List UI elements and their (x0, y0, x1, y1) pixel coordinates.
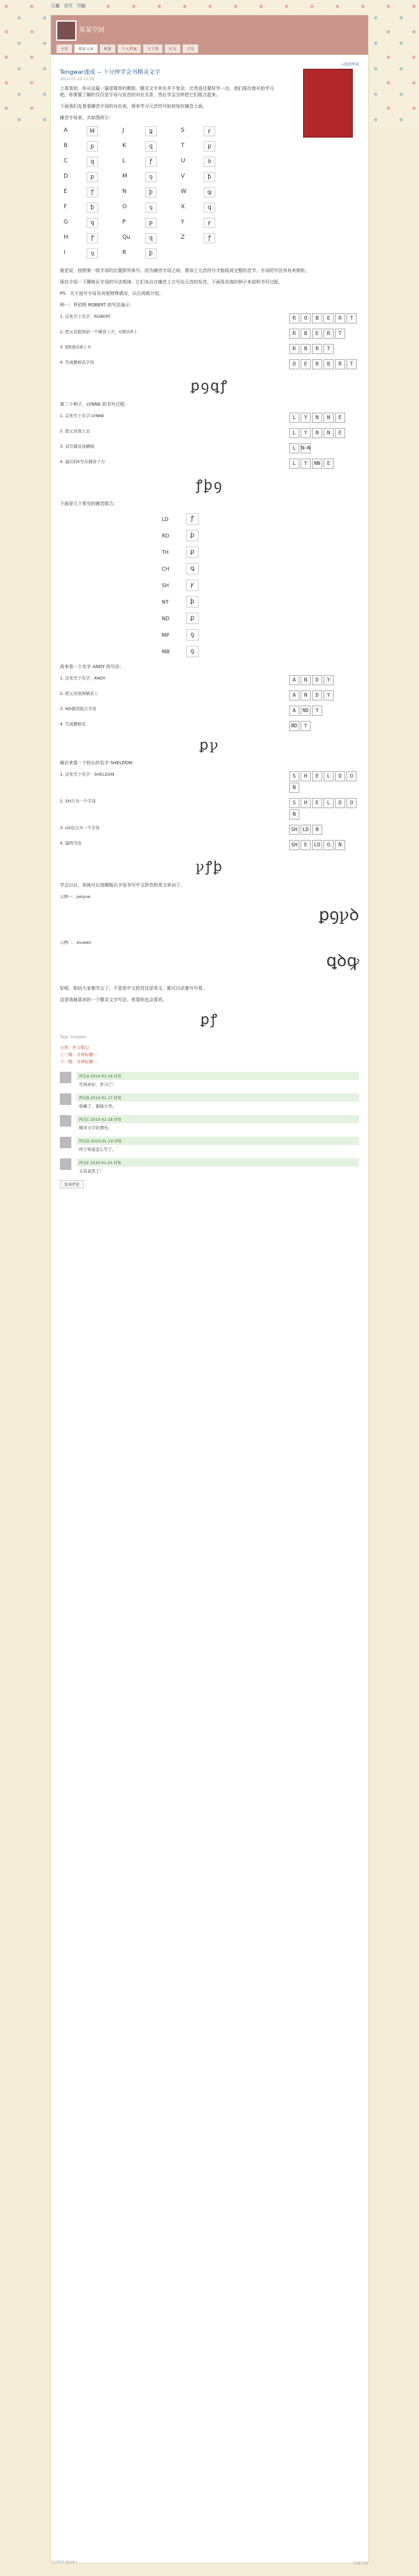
step-row (60, 771, 359, 793)
tengwar-glyph: ꝯ (145, 203, 157, 213)
phrase-2-label: 示例二：xiuwen (60, 940, 92, 945)
letter-tile: E (323, 313, 334, 324)
phrases-intro: 学会以后，你就可以用腾格瓦字母书写中文拼音和英文单词了。 (60, 883, 185, 888)
step-row (60, 706, 359, 716)
comment-text: 终于知道怎么写了。 (79, 1147, 117, 1152)
comment-body (76, 1072, 359, 1088)
letter-tile: O (301, 313, 311, 324)
letter-tile: E (301, 840, 311, 850)
phrase-2-tengwar: ꝗꝺꝙ (326, 951, 359, 971)
letter-tile: N (323, 428, 334, 438)
letter-tile: L (289, 443, 299, 453)
combo-glyph: ꝯ (186, 629, 199, 641)
tengwar-glyph: ꝯ (145, 172, 157, 182)
tengwar-glyph: ꝑ (87, 141, 98, 152)
tab-home[interactable]: 主页 (56, 44, 73, 53)
letter-tile: O (289, 359, 299, 369)
letter-tile: S (289, 771, 299, 781)
letter-tile: T (323, 344, 334, 354)
example-sheldon-intro: 最后来看一个较长的名字 SHELDON： (60, 760, 137, 765)
letter-tile: T (346, 313, 357, 324)
example-andy (60, 675, 359, 731)
letter-tile: D (335, 771, 345, 781)
letter-tile: N (301, 690, 311, 701)
latin-letter: L (122, 158, 126, 164)
profile-header (51, 15, 368, 55)
consonant-table (64, 126, 359, 259)
table-intro: 辅音字母表，共如图所示： (60, 115, 113, 120)
tengwar-glyph: ꝑ (204, 141, 215, 152)
step-text: 1. 首先写下名字 LYNNE (60, 413, 104, 418)
tengwar-glyph: ꝗ (204, 203, 215, 213)
commenter-avatar[interactable] (60, 1115, 71, 1127)
letter-tile: R (335, 313, 345, 324)
latin-letter: K (122, 143, 126, 149)
latin-letter: X (181, 204, 185, 210)
combo-letters: RD (162, 532, 169, 539)
latin-letter: H (64, 234, 68, 241)
combo-row (162, 563, 359, 574)
back-link[interactable]: «返回列表 (341, 62, 359, 67)
latin-letter: F (64, 204, 67, 210)
letter-tile: B (312, 313, 322, 324)
combo-row (162, 530, 359, 541)
letter-tiles (289, 443, 359, 453)
letter-tile: SH (289, 840, 299, 850)
letter-tile: B (301, 344, 311, 354)
step-text: 2. 把元音放到辅音上 (60, 691, 99, 696)
combo-letters: NT (162, 599, 169, 605)
footer-copyright: ©2010 Baidu (51, 2560, 77, 2565)
letter-tiles (289, 359, 359, 369)
letter-tile: E (335, 428, 345, 438)
tengwar-glyph: ꝥ (87, 203, 98, 213)
combo-row (162, 629, 359, 641)
comment-header: 网友C 2010-01-18 回复 (76, 1115, 359, 1123)
closing-paragraph-2: 这是我最喜欢的一个精灵文字写法，希望你也会喜欢。 (60, 997, 167, 1002)
example-sheldon-result: ꝩꝭꝧ (195, 859, 224, 875)
signature: ꝑꝭ (200, 1012, 219, 1028)
letter-tiles (289, 706, 359, 716)
letter-tile: E (312, 329, 322, 339)
tengwar-glyph: ꝧ (145, 248, 157, 259)
commenter-avatar[interactable] (60, 1072, 71, 1083)
step-row (60, 459, 359, 469)
letter-tile: A (289, 706, 299, 716)
page-container (51, 15, 368, 2563)
step-row (60, 840, 359, 850)
comment-item (60, 1158, 359, 1175)
letter-tile: N (301, 675, 311, 685)
letter-tile: Y (301, 428, 311, 438)
example-sheldon (60, 771, 359, 850)
tengwar-glyph: ꝯ (87, 248, 98, 259)
latin-letter: A (64, 127, 68, 134)
comment-body (76, 1115, 359, 1132)
letter-tile: N (323, 413, 334, 423)
step-text: 3. LD也合为一个字母 (60, 825, 100, 830)
letter-tile: N (289, 783, 299, 793)
combo-letters: MP (162, 632, 169, 638)
tengwar-glyph: ꝗ (87, 157, 98, 167)
letter-tiles (289, 771, 359, 793)
comment-header: 网友E 2010-01-20 回复 (76, 1158, 359, 1167)
letter-tile: B (323, 359, 334, 369)
page-footer (51, 2560, 368, 2566)
letter-tiles (289, 721, 359, 731)
step-row (60, 359, 359, 369)
latin-letter: Z (181, 234, 185, 241)
comment-item (60, 1093, 359, 1110)
example-andy-result: ꝑꝩ (199, 737, 220, 753)
letter-tile: Y (301, 721, 311, 731)
commenter-avatar[interactable] (60, 1137, 71, 1148)
latin-letter: R (122, 250, 127, 256)
step-text: 1. 首先写下名字，ROBERT (60, 314, 111, 319)
letter-tile: NN (312, 459, 322, 469)
home-link[interactable]: 百度 (51, 3, 60, 8)
phrase-1-tengwar: ꝑꝯꝩꝺ (318, 906, 359, 925)
step-row (60, 825, 359, 835)
letter-tile: R (312, 359, 322, 369)
letter-tile: R (289, 313, 299, 324)
tab-blog[interactable]: 博客文章 (74, 44, 98, 53)
letter-tile: Y (323, 690, 334, 701)
example-lynne-result: ꝭꝧꝯ (195, 478, 224, 494)
combo-letters: ND (162, 615, 170, 622)
tengwar-glyph: ꝩ (204, 126, 215, 136)
step-row (60, 329, 359, 339)
step-text: 3. ND使用组合字母 (60, 706, 97, 711)
step-text: 1. 首先写下名字：SHELDON (60, 772, 115, 777)
combo-glyph: ꝯ (186, 646, 199, 657)
topbar-link-2[interactable]: 空间 (76, 3, 86, 8)
tengwar-glyph: ꝺ (204, 157, 215, 167)
combo-glyph: ꝭ (186, 513, 199, 525)
latin-letter: C (64, 158, 68, 164)
comment-text: 精灵文字好漂亮。 (79, 1125, 112, 1130)
comments-section (60, 1072, 359, 1175)
letter-tile: N (312, 413, 322, 423)
letter-tile: E (312, 771, 322, 781)
letter-tile: Y (323, 675, 334, 685)
space-name[interactable]: 某某空间 (79, 27, 104, 34)
letter-tile: A (289, 690, 299, 701)
letter-tile: D (335, 798, 345, 808)
letter-tile: H (301, 771, 311, 781)
post-tags[interactable]: Tags: tengwar (60, 1035, 87, 1039)
latin-letter: T (181, 143, 185, 149)
combo-letters: LD (162, 516, 169, 522)
latin-letter: G (64, 219, 68, 225)
letter-tile: Y (301, 459, 311, 469)
tengwar-glyph: ꝥ (204, 172, 215, 182)
latin-letter: B (64, 143, 68, 149)
latin-letter: Qu (122, 234, 131, 241)
step-text: 4. 写成腾格瓦字母 (60, 360, 94, 365)
combo-glyph: ꝗ (186, 563, 199, 574)
combo-letters: SH (162, 582, 169, 588)
letter-tiles (289, 329, 359, 339)
tengwar-glyph: ꝭ (204, 233, 215, 243)
post-nav (60, 1044, 359, 1065)
tengwar-glyph: ꝑ (145, 218, 157, 228)
tengwar-glyph: ꝙ (204, 187, 215, 197)
top-bar (51, 3, 368, 11)
tengwar-glyph: ꝑ (87, 172, 98, 182)
letter-tile: Y (301, 413, 311, 423)
comment-text: 太有意思了！ (79, 1169, 104, 1174)
latin-letter: U (181, 158, 185, 164)
comment-body (76, 1158, 359, 1175)
latin-letter: E (64, 189, 67, 195)
letter-tiles (289, 675, 359, 685)
step-row (60, 675, 359, 685)
letter-tile: R (289, 329, 299, 339)
tengwar-glyph (204, 248, 214, 257)
letter-tiles (289, 798, 359, 820)
letter-tile: L (323, 798, 334, 808)
consonant-combos (162, 513, 359, 657)
letter-tile: A (289, 675, 299, 685)
combo-row (162, 596, 359, 608)
category-link[interactable]: 分类：学习笔记 (60, 1045, 89, 1050)
comment-text: 收藏了，谢谢分享。 (79, 1104, 117, 1109)
letter-tiles (289, 428, 359, 438)
letter-tile: R (312, 344, 322, 354)
letter-tiles (289, 413, 359, 423)
paragraph-3: PS：关于连写字母及其他特殊情况，以后再做介绍。 (60, 291, 164, 296)
combo-intro: 下面是几个常见的辅音组合： (60, 501, 118, 506)
combo-row (162, 546, 359, 558)
step-text: 2. 把元音提到前一个辅音上方，O放在R上 (60, 329, 138, 334)
paragraph-4: 例一：罗伯特 ROBERT 的写法演示： (60, 302, 134, 308)
latin-letter: M (122, 173, 127, 180)
latin-letter: D (64, 173, 68, 180)
step-text: 2. SH合为一个字母 (60, 799, 96, 804)
comment-body (76, 1137, 359, 1153)
letter-tile: E (312, 798, 322, 808)
letter-tile: R (323, 329, 334, 339)
paragraph-2: 现在介绍一下腾格瓦字母的写法规律。它们各自在辅音上方写出元音的发音。下面用具体的例子来说明书写过程。 (60, 280, 283, 285)
step-row (60, 344, 359, 354)
letter-tiles (289, 344, 359, 354)
comment-body (76, 1093, 359, 1110)
letter-tiles (289, 690, 359, 701)
comment-item (60, 1115, 359, 1132)
letter-tile: L (289, 428, 299, 438)
comment-text: 写得真好，学习了！ (79, 1082, 117, 1087)
prev-post-link[interactable]: 上一篇：文章标题一 (60, 1052, 97, 1057)
combo-row (162, 580, 359, 591)
letter-tile: N (312, 825, 322, 835)
step-text: 3. 把E放在B上方 (60, 345, 92, 350)
letter-tiles (289, 840, 359, 850)
tengwar-glyph: ꝗ (145, 233, 157, 243)
letter-tile: T (346, 359, 357, 369)
combo-row (162, 646, 359, 657)
combo-letters: TH (162, 549, 169, 555)
example-andy-intro: 再来看一个名字 ANDY 的写法： (60, 664, 124, 669)
article-content (51, 55, 368, 1193)
letter-tile: LD (312, 840, 322, 850)
letter-tiles (289, 459, 359, 469)
latin-letter: P (122, 219, 126, 225)
tab-profile[interactable]: 个人档案 (117, 44, 141, 53)
combo-glyph: ꝧ (186, 596, 199, 608)
letter-tile: N (335, 840, 345, 850)
step-row (60, 313, 359, 324)
commenter-avatar[interactable] (60, 1158, 71, 1170)
latin-letter: W (181, 189, 187, 195)
closing-paragraph: 好啦，相信大家都学会了。不管是中文拼音还是英文，都可以试着写写看。 (60, 986, 207, 991)
latin-letter: S (181, 127, 185, 134)
step-row (60, 428, 359, 438)
step-row (60, 413, 359, 423)
intro-paragraph-2: 下面我们先看看辅音字母的对应表，再来学习元音符号如何加在辅音上面。 (60, 104, 207, 109)
letter-tile: N (289, 809, 299, 820)
book-advert[interactable] (303, 69, 353, 138)
letter-tiles (289, 313, 359, 324)
step-text: 3. 双写辅音加横线 (60, 444, 94, 449)
letter-tile: D (312, 690, 322, 701)
letter-tile: R (289, 344, 299, 354)
letter-tiles (289, 825, 359, 835)
topbar-link-1[interactable]: 首页 (64, 3, 73, 8)
tengwar-glyph: ꝭ (87, 187, 98, 197)
example-robert-result: ꝑꝯꝗꝭ (190, 378, 229, 394)
step-text: 4. 最终写法 (60, 841, 82, 846)
letter-tile: D (312, 675, 322, 685)
phrase-2 (60, 939, 359, 980)
comment-button[interactable]: 发表评论 (60, 1180, 84, 1188)
step-row (60, 721, 359, 731)
latin-letter: O (122, 204, 127, 210)
letter-tile: R (335, 359, 345, 369)
letter-tile: N~N (301, 443, 311, 453)
combo-letters: MB (162, 648, 170, 655)
combo-row (162, 513, 359, 525)
phrase-1-label: 示例一：peiyue (60, 894, 90, 899)
commenter-avatar[interactable] (60, 1093, 71, 1105)
comment-header: 网友B 2010-01-17 回复 (76, 1093, 359, 1102)
letter-tile: Y (312, 706, 322, 716)
letter-tile: L (289, 459, 299, 469)
tengwar-glyph: ꝭ (145, 157, 157, 167)
letter-tile: O (346, 771, 357, 781)
paragraph-1: 就是说，按照第一组字母的位置排列来写。因为辅音字母之间，需加上元音符号才能组成完整的音节。字母的写法各有其规矩。 (60, 268, 309, 273)
letter-tile: ND (289, 721, 299, 731)
latin-letter: J (122, 127, 124, 134)
step-text: 1. 首先写下名字，ANDY (60, 676, 106, 681)
letter-tile: H (301, 798, 311, 808)
tab-friends[interactable]: 好友 (164, 44, 181, 53)
step-row (60, 690, 359, 701)
combo-glyph: ꝑ (186, 613, 199, 624)
tengwar-glyph: ꬶ (145, 126, 157, 136)
article-title[interactable]: Tengwar速成 -- 十分钟学会书精灵文字 (60, 69, 160, 76)
latin-letter (181, 248, 204, 259)
combo-glyph: ꝧ (186, 530, 199, 541)
footer-right[interactable]: 百度空间 (352, 2561, 368, 2566)
combo-row (162, 613, 359, 624)
letter-tile: S (289, 798, 299, 808)
letter-tile: LD (301, 825, 311, 835)
letter-tile: O (346, 798, 357, 808)
tab-about[interactable]: 关于我 (143, 44, 163, 53)
next-post-link[interactable]: 下一篇：文章标题二 (60, 1059, 97, 1064)
letter-tile: N (312, 428, 322, 438)
tengwar-glyph: ꟽ (87, 126, 98, 136)
latin-letter: V (181, 173, 185, 180)
letter-tile: L (289, 413, 299, 423)
example-lynne-intro: 第二个例子，LYNNE 的书写过程： (60, 402, 129, 407)
combo-glyph: ꝩ (186, 580, 199, 591)
comment-item (60, 1137, 359, 1153)
step-row (60, 798, 359, 820)
letter-tile: E (323, 459, 334, 469)
comment-header: 网友D 2010-01-19 回复 (76, 1137, 359, 1145)
tengwar-glyph: ꝭ (87, 233, 98, 243)
tengwar-glyph: ꝗ (145, 141, 157, 152)
letter-tile: T (335, 329, 345, 339)
example-lynne (60, 413, 359, 469)
step-text: 4. 写成腾格瓦 (60, 722, 86, 727)
tab-album[interactable]: 相册 (99, 44, 116, 53)
tab-music[interactable]: 音乐 (182, 44, 199, 53)
letter-tile: SH (289, 825, 299, 835)
tengwar-glyph: ꝩ (204, 218, 215, 228)
intro-paragraph: 上周看到，你从这篇一篇很简单的教程，精灵文字其实并不复杂，比英语还要好学一点，我们现在就开始学习吧。你需要了解的仅仅是字母与发音的对应关系，然后学会怎样把它们组合起来。 (60, 86, 274, 97)
tengwar-glyph: ꝗ (87, 218, 98, 228)
phrase-1 (60, 893, 359, 934)
latin-letter: I (64, 250, 66, 256)
tengwar-glyph: ꝧ (145, 187, 157, 197)
article-date: 2010-01-15 15:09 (60, 77, 95, 82)
comment-item (60, 1072, 359, 1088)
combo-glyph: ꝑ (186, 546, 199, 558)
step-text: 2. 把元音放上去 (60, 429, 90, 434)
letter-tile: L (323, 771, 334, 781)
example-robert (60, 313, 359, 369)
comment-header: 网友A 2010-01-16 回复 (76, 1072, 359, 1080)
letter-tile: E (301, 359, 311, 369)
letter-tile: O (323, 840, 334, 850)
letter-tile: E (335, 413, 345, 423)
step-text: 4. 最后的E写在辅音下方 (60, 459, 105, 464)
letter-tile: ND (301, 706, 311, 716)
latin-letter: N (122, 189, 127, 195)
step-row (60, 443, 359, 453)
combo-letters: CH (162, 566, 169, 572)
avatar[interactable] (56, 20, 76, 41)
letter-tile: B (301, 329, 311, 339)
latin-letter: Y (181, 219, 185, 225)
tab-bar (56, 44, 199, 53)
